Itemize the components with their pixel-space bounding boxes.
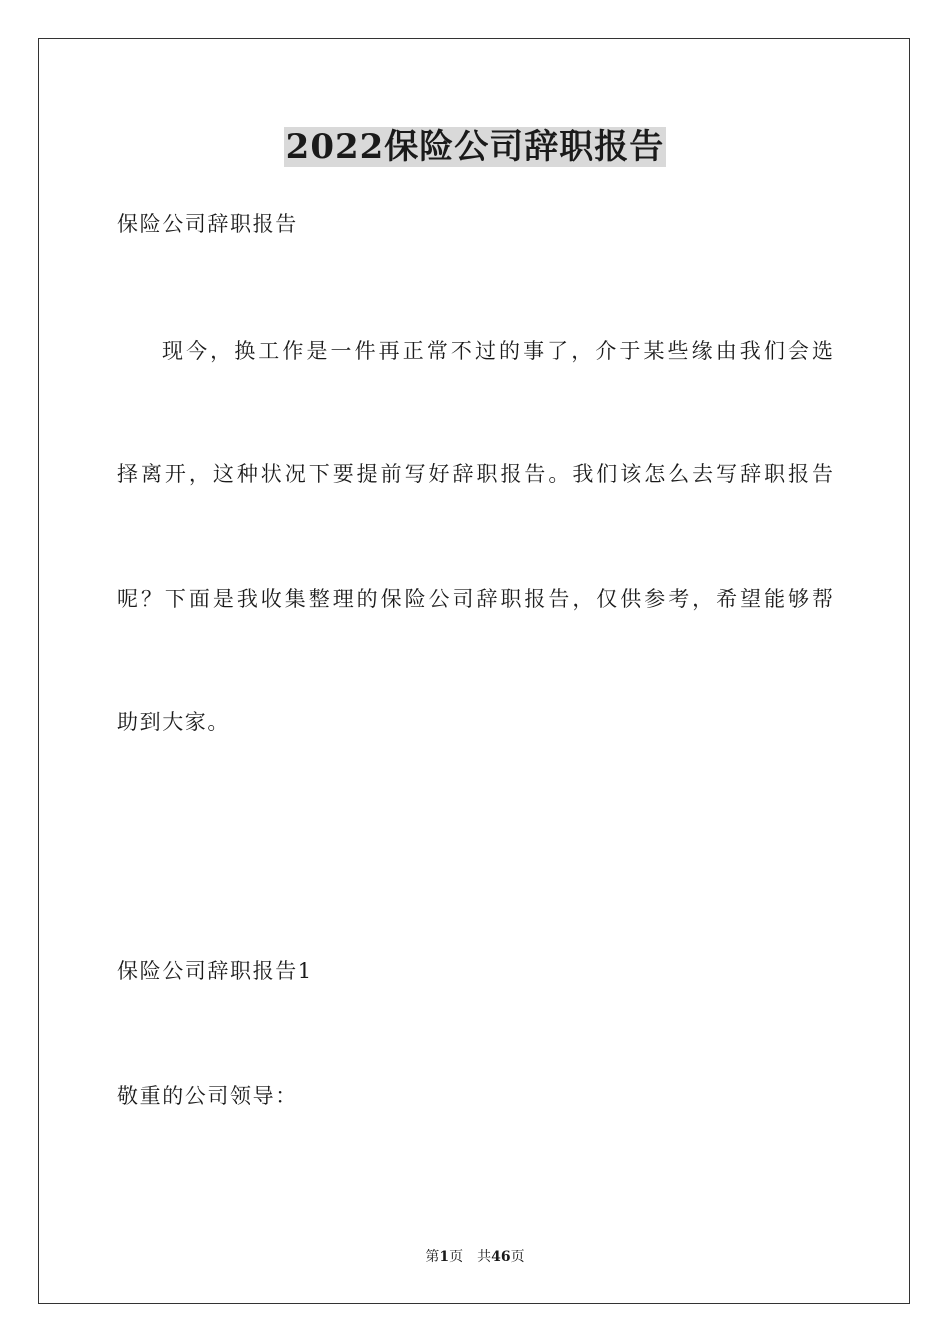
footer-total-pages: 46 <box>491 1249 511 1265</box>
intro-paragraph-line: 呢？下面是我收集整理的保险公司辞职报告，仅供参考，希望能够帮 <box>117 587 833 611</box>
section-heading: 保险公司辞职报告1 <box>117 959 313 983</box>
footer-page-suffix: 页 <box>449 1249 464 1265</box>
footer-page-number: 1 <box>439 1249 450 1265</box>
footer-page-prefix: 第 <box>425 1249 440 1265</box>
document-title <box>0 125 950 169</box>
document-subtitle: 保险公司辞职报告 <box>117 212 298 236</box>
page-footer <box>0 1248 950 1266</box>
footer-total-suffix: 页 <box>510 1249 525 1265</box>
document-title-text: 2022保险公司辞职报告 <box>285 127 665 167</box>
intro-paragraph-line: 助到大家。 <box>117 710 230 734</box>
intro-paragraph-line: 择离开，这种状况下要提前写好辞职报告。我们该怎么去写辞职报告 <box>117 462 833 486</box>
intro-paragraph-line: 现今，换工作是一件再正常不过的事了，介于某些缘由我们会选 <box>162 339 833 363</box>
footer-total-prefix: 共 <box>477 1249 492 1265</box>
salutation: 敬重的公司领导： <box>117 1084 298 1108</box>
